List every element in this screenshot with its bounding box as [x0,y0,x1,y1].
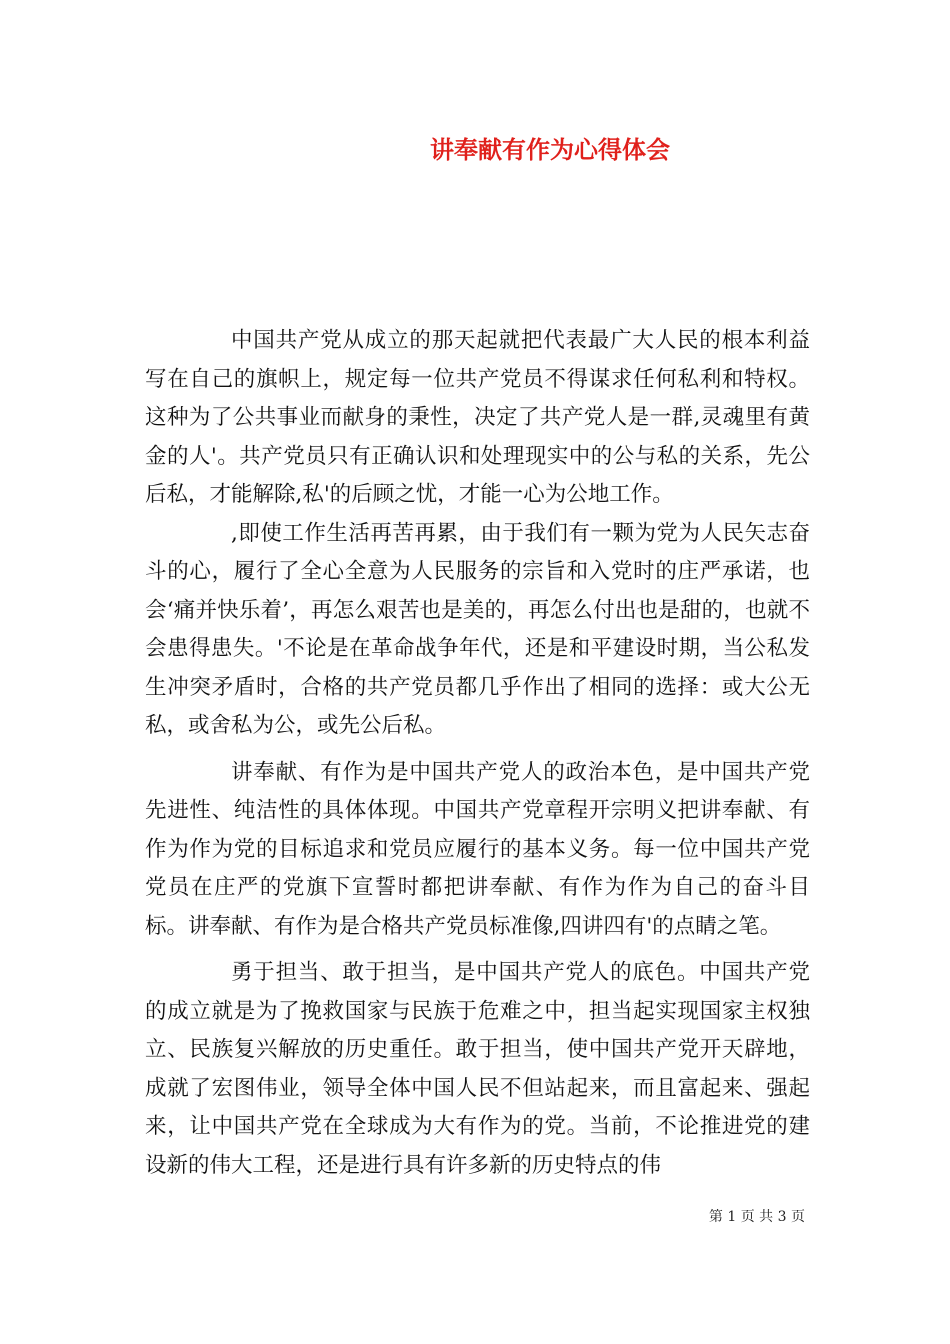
paragraph-2: ,即使工作生活再苦再累，由于我们有一颗为党为人民矢志奋斗的心，履行了全心全意为人民服务的宗旨和入党时的庄严承诺，也会‘痛并快乐着’，再怎么艰苦也是美的，再怎么付出也是甜的，也就不会患得患失。'不论是在革命战争年代，还是和平建设时期，当公私发生冲突矛盾时，合格的共产党员都几乎作出了相同的选择：或大公无私，或舍私为公，或先公后私。 [145,520,810,738]
paragraph-4: 勇于担当、敢于担当，是中国共产党人的底色。中国共产党的成立就是为了挽救国家与民族于危难之中，担当起实现国家主权独立、民族复兴解放的历史重任。敢于担当，使中国共产党开天辟地，成就了宏图伟业，领导全体中国人民不但站起来，而且富起来、强起来，让中国共产党在全球成为大有作为的党。当前，不论推进党的建设新的伟大工程，还是进行具有许多新的历史特点的伟 [145,960,810,1178]
page-number: 第 1 页 共 3 页 [708,1209,805,1225]
document-body [145,322,810,1185]
paragraph-1: 中国共产党从成立的那天起就把代表最广大人民的根本利益写在自己的旗帜上，规定每一位共产党员不得谋求任何私利和特权。这种为了公共事业而献身的秉性，决定了共产党人是一群,灵魂里有黄金的人'。共产党员只有正确认识和处理现实中的公与私的关系，先公后私，才能解除,私'的后顾之忧，才能一心为公地工作。 [145,328,810,507]
paragraph-3: 讲奉献、有作为是中国共产党人的政治本色，是中国共产党先进性、纯洁性的具体体现。中国共产党章程开宗明义把讲奉献、有作为作为党的目标追求和党员应履行的基本义务。每一位中国共产党党员在庄严的党旗下宣誓时都把讲奉献、有作为作为自己的奋斗目标。讲奉献、有作为是合格共产党员标准像,四讲四有'的点睛之笔。 [145,759,810,939]
document-title: 讲奉献有作为心得体会 [430,135,670,164]
